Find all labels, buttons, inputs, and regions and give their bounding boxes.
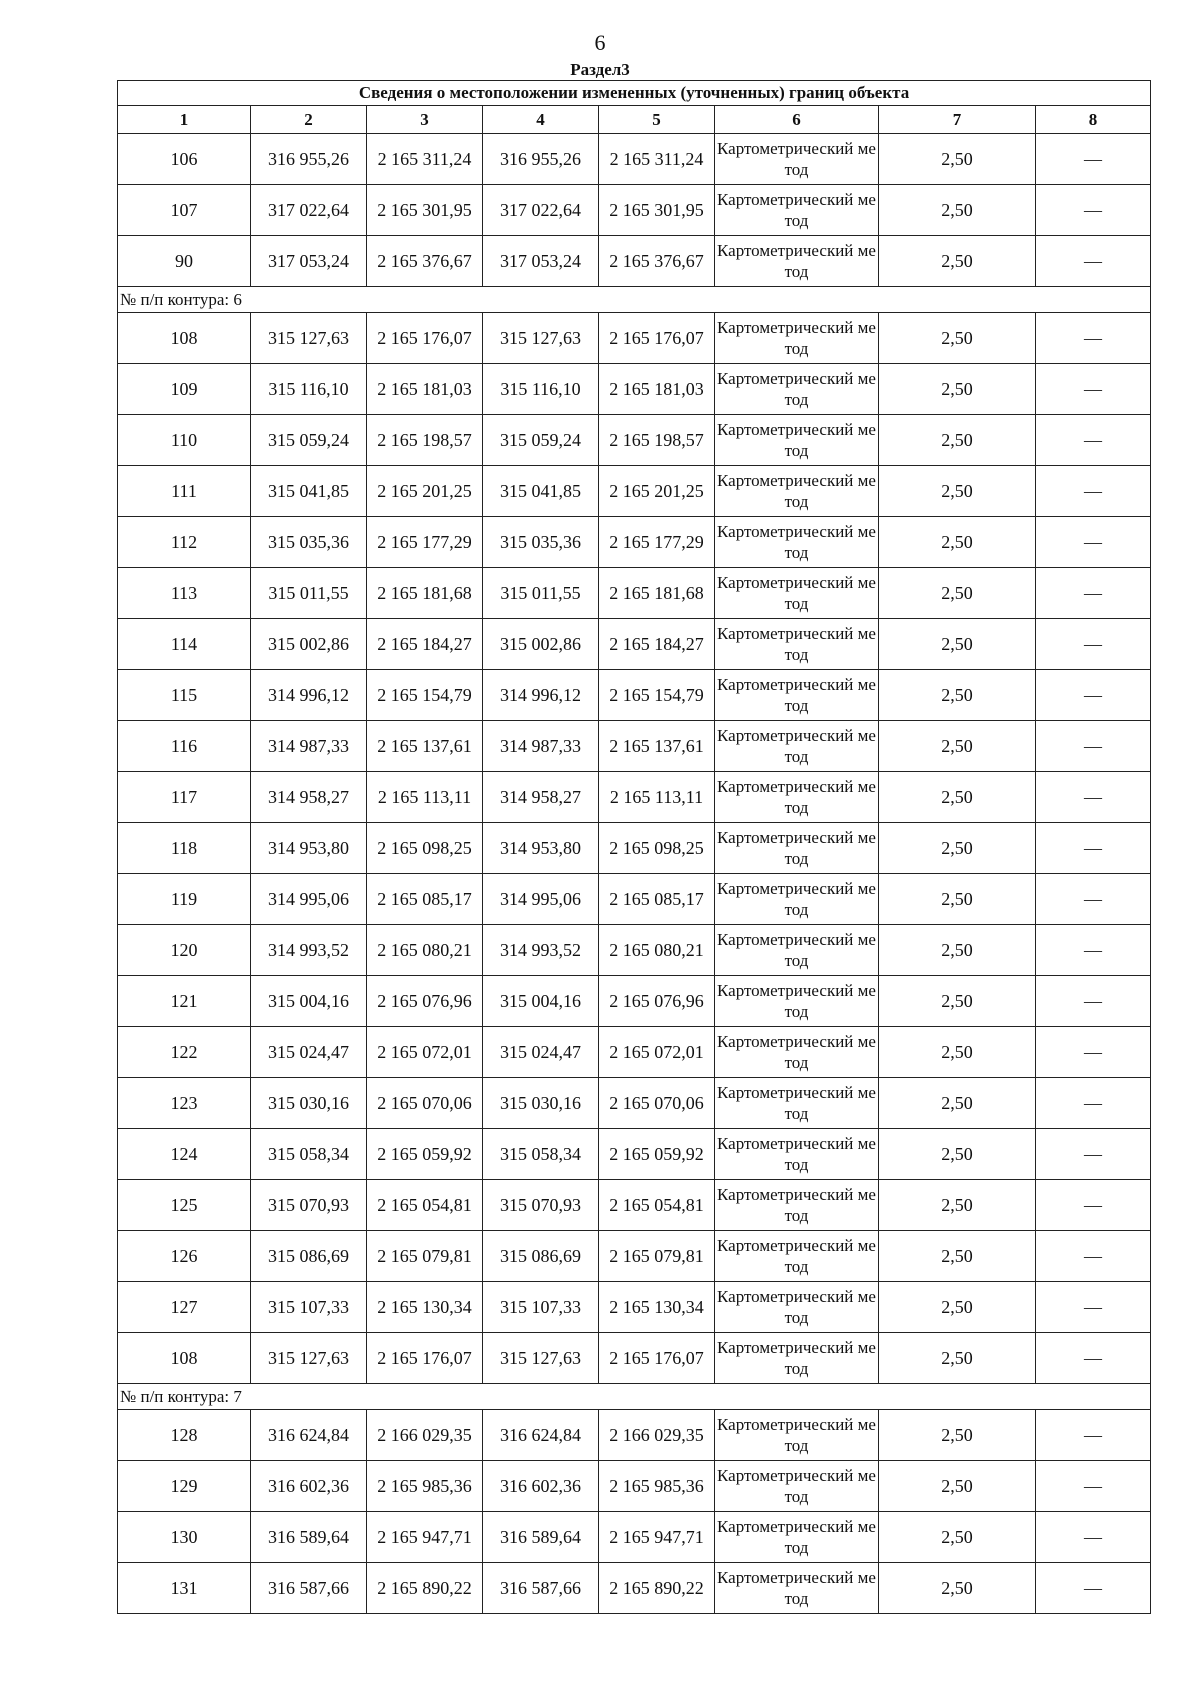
determination-method: Картометрический метод [715, 925, 879, 976]
table-row [118, 925, 1151, 976]
determination-method: Картометрический метод [715, 1231, 879, 1282]
x-coordinate-updated: 314 993,52 [483, 925, 599, 976]
y-coordinate-updated: 2 165 201,25 [599, 466, 715, 517]
y-coordinate-updated: 2 165 176,07 [599, 313, 715, 364]
determination-method: Картометрический метод [715, 185, 879, 236]
accuracy-value: 2,50 [879, 976, 1036, 1027]
x-coordinate-updated: 316 589,64 [483, 1512, 599, 1563]
point-number: 123 [118, 1078, 251, 1129]
description-value: — [1036, 1410, 1151, 1461]
x-coordinate-updated: 315 116,10 [483, 364, 599, 415]
determination-method: Картометрический метод [715, 1180, 879, 1231]
y-coordinate-updated: 2 165 181,68 [599, 568, 715, 619]
table-row [118, 517, 1151, 568]
y-coordinate-existing: 2 165 137,61 [367, 721, 483, 772]
y-coordinate-existing: 2 165 080,21 [367, 925, 483, 976]
x-coordinate-existing: 315 107,33 [251, 1282, 367, 1333]
y-coordinate-existing: 2 165 181,03 [367, 364, 483, 415]
x-coordinate-existing: 315 030,16 [251, 1078, 367, 1129]
point-number: 126 [118, 1231, 251, 1282]
x-coordinate-existing: 316 602,36 [251, 1461, 367, 1512]
accuracy-value: 2,50 [879, 1563, 1036, 1614]
x-coordinate-existing: 315 059,24 [251, 415, 367, 466]
determination-method: Картометрический метод [715, 415, 879, 466]
y-coordinate-updated: 2 165 177,29 [599, 517, 715, 568]
accuracy-value: 2,50 [879, 1461, 1036, 1512]
x-coordinate-existing: 317 022,64 [251, 185, 367, 236]
x-coordinate-updated: 314 987,33 [483, 721, 599, 772]
accuracy-value: 2,50 [879, 1078, 1036, 1129]
table-caption-row [118, 81, 1151, 106]
table-row [118, 976, 1151, 1027]
table-row [118, 568, 1151, 619]
accuracy-value: 2,50 [879, 670, 1036, 721]
description-value: — [1036, 874, 1151, 925]
y-coordinate-existing: 2 165 054,81 [367, 1180, 483, 1231]
x-coordinate-updated: 316 624,84 [483, 1410, 599, 1461]
determination-method: Картометрический метод [715, 466, 879, 517]
x-coordinate-existing: 315 116,10 [251, 364, 367, 415]
accuracy-value: 2,50 [879, 1512, 1036, 1563]
determination-method: Картометрический метод [715, 1078, 879, 1129]
table-row [118, 185, 1151, 236]
accuracy-value: 2,50 [879, 364, 1036, 415]
determination-method: Картометрический метод [715, 772, 879, 823]
y-coordinate-updated: 2 165 085,17 [599, 874, 715, 925]
description-value: — [1036, 236, 1151, 287]
y-coordinate-existing: 2 165 181,68 [367, 568, 483, 619]
description-value: — [1036, 1512, 1151, 1563]
point-number: 117 [118, 772, 251, 823]
determination-method: Картометрический метод [715, 619, 879, 670]
description-value: — [1036, 1078, 1151, 1129]
description-value: — [1036, 670, 1151, 721]
accuracy-value: 2,50 [879, 185, 1036, 236]
point-number: 119 [118, 874, 251, 925]
y-coordinate-updated: 2 166 029,35 [599, 1410, 715, 1461]
table-row [118, 721, 1151, 772]
table-row [118, 823, 1151, 874]
table-row [118, 364, 1151, 415]
y-coordinate-existing: 2 165 947,71 [367, 1512, 483, 1563]
column-number: 8 [1036, 106, 1151, 134]
description-value: — [1036, 1129, 1151, 1180]
column-number: 4 [483, 106, 599, 134]
column-number: 2 [251, 106, 367, 134]
x-coordinate-existing: 315 086,69 [251, 1231, 367, 1282]
x-coordinate-existing: 315 011,55 [251, 568, 367, 619]
y-coordinate-existing: 2 165 184,27 [367, 619, 483, 670]
x-coordinate-updated: 315 035,36 [483, 517, 599, 568]
description-value: — [1036, 976, 1151, 1027]
point-number: 107 [118, 185, 251, 236]
x-coordinate-updated: 314 995,06 [483, 874, 599, 925]
table-row [118, 1078, 1151, 1129]
x-coordinate-existing: 317 053,24 [251, 236, 367, 287]
description-value: — [1036, 1563, 1151, 1614]
point-number: 125 [118, 1180, 251, 1231]
point-number: 113 [118, 568, 251, 619]
table-row [118, 619, 1151, 670]
point-number: 130 [118, 1512, 251, 1563]
point-number: 90 [118, 236, 251, 287]
x-coordinate-existing: 315 070,93 [251, 1180, 367, 1231]
y-coordinate-updated: 2 165 059,92 [599, 1129, 715, 1180]
x-coordinate-existing: 315 004,16 [251, 976, 367, 1027]
point-number: 115 [118, 670, 251, 721]
determination-method: Картометрический метод [715, 823, 879, 874]
point-number: 128 [118, 1410, 251, 1461]
description-value: — [1036, 1282, 1151, 1333]
column-number: 1 [118, 106, 251, 134]
x-coordinate-existing: 315 041,85 [251, 466, 367, 517]
determination-method: Картометрический метод [715, 1512, 879, 1563]
point-number: 106 [118, 134, 251, 185]
y-coordinate-existing: 2 165 176,07 [367, 1333, 483, 1384]
y-coordinate-existing: 2 165 177,29 [367, 517, 483, 568]
x-coordinate-updated: 315 086,69 [483, 1231, 599, 1282]
x-coordinate-updated: 315 058,34 [483, 1129, 599, 1180]
x-coordinate-updated: 315 030,16 [483, 1078, 599, 1129]
x-coordinate-existing: 316 587,66 [251, 1563, 367, 1614]
y-coordinate-existing: 2 165 085,17 [367, 874, 483, 925]
y-coordinate-updated: 2 165 376,67 [599, 236, 715, 287]
accuracy-value: 2,50 [879, 772, 1036, 823]
accuracy-value: 2,50 [879, 1410, 1036, 1461]
point-number: 118 [118, 823, 251, 874]
point-number: 131 [118, 1563, 251, 1614]
determination-method: Картометрический метод [715, 1333, 879, 1384]
y-coordinate-existing: 2 165 130,34 [367, 1282, 483, 1333]
x-coordinate-updated: 315 127,63 [483, 1333, 599, 1384]
x-coordinate-updated: 315 107,33 [483, 1282, 599, 1333]
point-number: 127 [118, 1282, 251, 1333]
y-coordinate-existing: 2 165 113,11 [367, 772, 483, 823]
x-coordinate-updated: 314 958,27 [483, 772, 599, 823]
table-row [118, 134, 1151, 185]
accuracy-value: 2,50 [879, 236, 1036, 287]
accuracy-value: 2,50 [879, 823, 1036, 874]
accuracy-value: 2,50 [879, 1129, 1036, 1180]
determination-method: Картометрический метод [715, 1129, 879, 1180]
table-row [118, 466, 1151, 517]
point-number: 121 [118, 976, 251, 1027]
point-number: 114 [118, 619, 251, 670]
x-coordinate-updated: 315 127,63 [483, 313, 599, 364]
table-row [118, 1333, 1151, 1384]
point-number: 129 [118, 1461, 251, 1512]
contour-row [118, 1384, 1151, 1410]
point-number: 110 [118, 415, 251, 466]
y-coordinate-updated: 2 165 137,61 [599, 721, 715, 772]
table-row [118, 1027, 1151, 1078]
description-value: — [1036, 313, 1151, 364]
contour-label: № п/п контура: 6 [118, 287, 1151, 313]
description-value: — [1036, 1461, 1151, 1512]
description-value: — [1036, 721, 1151, 772]
accuracy-value: 2,50 [879, 568, 1036, 619]
determination-method: Картометрический метод [715, 1563, 879, 1614]
y-coordinate-existing: 2 165 176,07 [367, 313, 483, 364]
y-coordinate-existing: 2 165 376,67 [367, 236, 483, 287]
column-number: 6 [715, 106, 879, 134]
x-coordinate-existing: 314 993,52 [251, 925, 367, 976]
table-row [118, 1180, 1151, 1231]
determination-method: Картометрический метод [715, 1461, 879, 1512]
x-coordinate-existing: 314 987,33 [251, 721, 367, 772]
column-number: 5 [599, 106, 715, 134]
table-row [118, 415, 1151, 466]
x-coordinate-updated: 317 022,64 [483, 185, 599, 236]
y-coordinate-updated: 2 165 130,34 [599, 1282, 715, 1333]
determination-method: Картометрический метод [715, 721, 879, 772]
description-value: — [1036, 517, 1151, 568]
table-row [118, 874, 1151, 925]
x-coordinate-existing: 315 058,34 [251, 1129, 367, 1180]
x-coordinate-updated: 315 059,24 [483, 415, 599, 466]
x-coordinate-updated: 315 070,93 [483, 1180, 599, 1231]
column-number: 7 [879, 106, 1036, 134]
table-row [118, 772, 1151, 823]
y-coordinate-existing: 2 165 311,24 [367, 134, 483, 185]
x-coordinate-updated: 315 041,85 [483, 466, 599, 517]
y-coordinate-existing: 2 166 029,35 [367, 1410, 483, 1461]
table-row [118, 1461, 1151, 1512]
description-value: — [1036, 1231, 1151, 1282]
accuracy-value: 2,50 [879, 313, 1036, 364]
determination-method: Картометрический метод [715, 517, 879, 568]
x-coordinate-existing: 315 035,36 [251, 517, 367, 568]
x-coordinate-updated: 315 011,55 [483, 568, 599, 619]
x-coordinate-updated: 315 024,47 [483, 1027, 599, 1078]
description-value: — [1036, 185, 1151, 236]
y-coordinate-existing: 2 165 154,79 [367, 670, 483, 721]
determination-method: Картометрический метод [715, 1282, 879, 1333]
section-title: Раздел3 [570, 60, 630, 79]
description-value: — [1036, 568, 1151, 619]
table-caption: Сведения о местоположении измененных (уточненных) границ объекта [118, 81, 1151, 106]
x-coordinate-existing: 314 996,12 [251, 670, 367, 721]
y-coordinate-updated: 2 165 070,06 [599, 1078, 715, 1129]
point-number: 120 [118, 925, 251, 976]
y-coordinate-updated: 2 165 985,36 [599, 1461, 715, 1512]
accuracy-value: 2,50 [879, 415, 1036, 466]
x-coordinate-existing: 314 958,27 [251, 772, 367, 823]
y-coordinate-updated: 2 165 301,95 [599, 185, 715, 236]
determination-method: Картометрический метод [715, 364, 879, 415]
accuracy-value: 2,50 [879, 1231, 1036, 1282]
y-coordinate-updated: 2 165 184,27 [599, 619, 715, 670]
x-coordinate-updated: 316 602,36 [483, 1461, 599, 1512]
y-coordinate-existing: 2 165 985,36 [367, 1461, 483, 1512]
accuracy-value: 2,50 [879, 1333, 1036, 1384]
page-number: 6 [594, 30, 606, 55]
accuracy-value: 2,50 [879, 134, 1036, 185]
contour-label: № п/п контура: 7 [118, 1384, 1151, 1410]
table-row [118, 1563, 1151, 1614]
x-coordinate-existing: 315 127,63 [251, 1333, 367, 1384]
x-coordinate-updated: 316 587,66 [483, 1563, 599, 1614]
accuracy-value: 2,50 [879, 1027, 1036, 1078]
description-value: — [1036, 1333, 1151, 1384]
y-coordinate-updated: 2 165 098,25 [599, 823, 715, 874]
table-row [118, 313, 1151, 364]
description-value: — [1036, 772, 1151, 823]
y-coordinate-existing: 2 165 072,01 [367, 1027, 483, 1078]
y-coordinate-existing: 2 165 198,57 [367, 415, 483, 466]
determination-method: Картометрический метод [715, 236, 879, 287]
y-coordinate-existing: 2 165 301,95 [367, 185, 483, 236]
point-number: 116 [118, 721, 251, 772]
y-coordinate-existing: 2 165 059,92 [367, 1129, 483, 1180]
table-body [118, 81, 1151, 1614]
accuracy-value: 2,50 [879, 721, 1036, 772]
y-coordinate-updated: 2 165 890,22 [599, 1563, 715, 1614]
determination-method: Картометрический метод [715, 134, 879, 185]
y-coordinate-updated: 2 165 154,79 [599, 670, 715, 721]
y-coordinate-updated: 2 165 080,21 [599, 925, 715, 976]
contour-row [118, 287, 1151, 313]
determination-method: Картометрический метод [715, 874, 879, 925]
table-row [118, 1129, 1151, 1180]
x-coordinate-updated: 315 004,16 [483, 976, 599, 1027]
y-coordinate-updated: 2 165 113,11 [599, 772, 715, 823]
table-row [118, 1282, 1151, 1333]
column-number: 3 [367, 106, 483, 134]
y-coordinate-existing: 2 165 070,06 [367, 1078, 483, 1129]
accuracy-value: 2,50 [879, 925, 1036, 976]
accuracy-value: 2,50 [879, 619, 1036, 670]
point-number: 111 [118, 466, 251, 517]
y-coordinate-updated: 2 165 079,81 [599, 1231, 715, 1282]
description-value: — [1036, 925, 1151, 976]
description-value: — [1036, 1027, 1151, 1078]
accuracy-value: 2,50 [879, 466, 1036, 517]
x-coordinate-existing: 314 953,80 [251, 823, 367, 874]
y-coordinate-existing: 2 165 079,81 [367, 1231, 483, 1282]
table-row [118, 1512, 1151, 1563]
description-value: — [1036, 364, 1151, 415]
description-value: — [1036, 1180, 1151, 1231]
point-number: 108 [118, 313, 251, 364]
x-coordinate-updated: 314 996,12 [483, 670, 599, 721]
y-coordinate-updated: 2 165 947,71 [599, 1512, 715, 1563]
accuracy-value: 2,50 [879, 1180, 1036, 1231]
y-coordinate-updated: 2 165 198,57 [599, 415, 715, 466]
y-coordinate-updated: 2 165 054,81 [599, 1180, 715, 1231]
point-number: 122 [118, 1027, 251, 1078]
x-coordinate-existing: 315 002,86 [251, 619, 367, 670]
x-coordinate-existing: 316 589,64 [251, 1512, 367, 1563]
x-coordinate-existing: 314 995,06 [251, 874, 367, 925]
determination-method: Картометрический метод [715, 1027, 879, 1078]
y-coordinate-existing: 2 165 201,25 [367, 466, 483, 517]
table-row [118, 1410, 1151, 1461]
point-number: 108 [118, 1333, 251, 1384]
point-number: 109 [118, 364, 251, 415]
description-value: — [1036, 415, 1151, 466]
determination-method: Картометрический метод [715, 313, 879, 364]
table-row [118, 236, 1151, 287]
y-coordinate-existing: 2 165 890,22 [367, 1563, 483, 1614]
x-coordinate-existing: 315 024,47 [251, 1027, 367, 1078]
boundary-coordinates-table [117, 80, 1151, 1614]
determination-method: Картометрический метод [715, 1410, 879, 1461]
y-coordinate-existing: 2 165 076,96 [367, 976, 483, 1027]
y-coordinate-updated: 2 165 076,96 [599, 976, 715, 1027]
point-number: 124 [118, 1129, 251, 1180]
x-coordinate-existing: 316 955,26 [251, 134, 367, 185]
y-coordinate-updated: 2 165 311,24 [599, 134, 715, 185]
description-value: — [1036, 134, 1151, 185]
x-coordinate-existing: 315 127,63 [251, 313, 367, 364]
column-number-row [118, 106, 1151, 134]
x-coordinate-updated: 314 953,80 [483, 823, 599, 874]
table-row [118, 1231, 1151, 1282]
determination-method: Картометрический метод [715, 976, 879, 1027]
y-coordinate-updated: 2 165 072,01 [599, 1027, 715, 1078]
description-value: — [1036, 823, 1151, 874]
y-coordinate-existing: 2 165 098,25 [367, 823, 483, 874]
table-row [118, 670, 1151, 721]
x-coordinate-updated: 317 053,24 [483, 236, 599, 287]
y-coordinate-updated: 2 165 176,07 [599, 1333, 715, 1384]
determination-method: Картометрический метод [715, 568, 879, 619]
x-coordinate-existing: 316 624,84 [251, 1410, 367, 1461]
description-value: — [1036, 466, 1151, 517]
description-value: — [1036, 619, 1151, 670]
point-number: 112 [118, 517, 251, 568]
accuracy-value: 2,50 [879, 874, 1036, 925]
y-coordinate-updated: 2 165 181,03 [599, 364, 715, 415]
accuracy-value: 2,50 [879, 1282, 1036, 1333]
determination-method: Картометрический метод [715, 670, 879, 721]
x-coordinate-updated: 315 002,86 [483, 619, 599, 670]
x-coordinate-updated: 316 955,26 [483, 134, 599, 185]
accuracy-value: 2,50 [879, 517, 1036, 568]
